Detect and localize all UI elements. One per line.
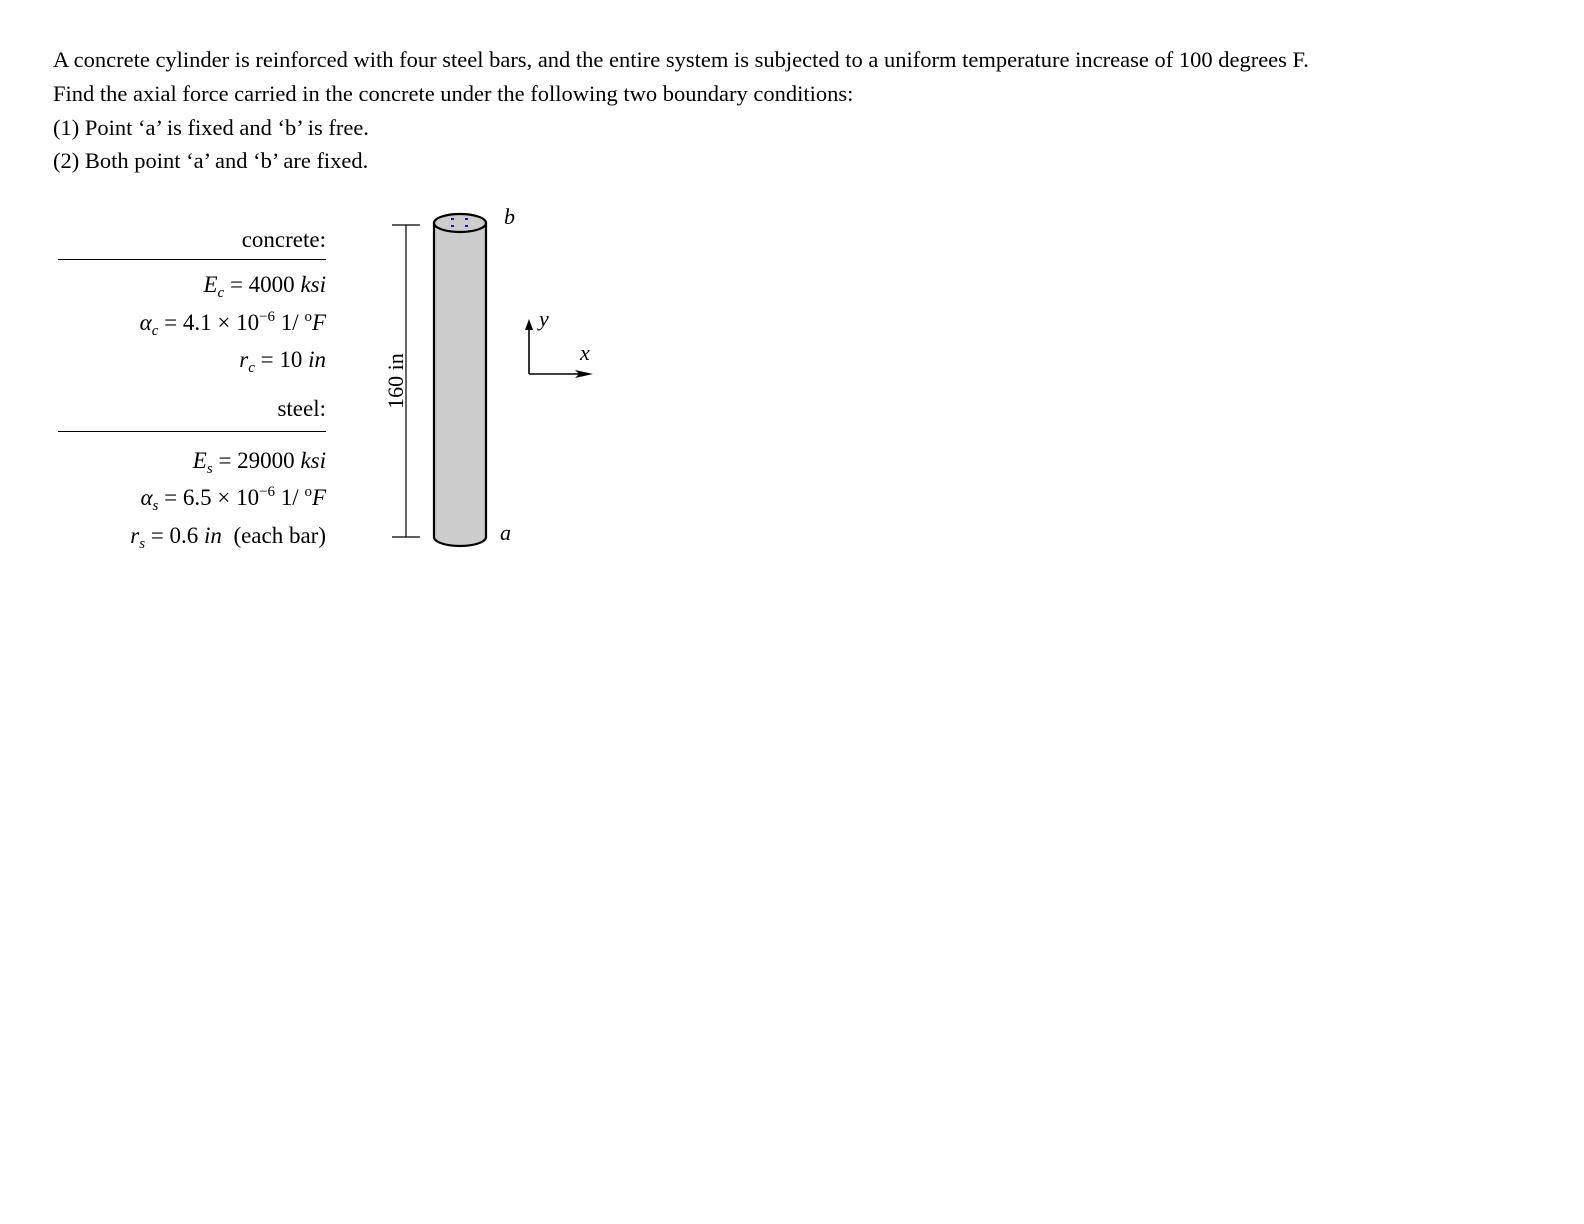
symbol: E xyxy=(192,448,207,473)
unit: F xyxy=(311,310,326,335)
value: = 4.1 × 10 xyxy=(158,310,260,335)
symbol: r xyxy=(239,347,249,372)
subscript: s xyxy=(139,536,146,552)
symbol: α xyxy=(139,310,152,335)
subscript: c xyxy=(151,323,159,339)
condition-1: (1) Point ‘a’ is fixed and ‘b’ is free. xyxy=(53,115,369,140)
steel-heading: steel: xyxy=(277,396,326,421)
unit: ksi xyxy=(300,448,326,473)
subscript: s xyxy=(152,498,159,514)
condition-2: (2) Both point ‘a’ and ‘b’ are fixed. xyxy=(53,148,369,173)
value: = 6.5 × 10 xyxy=(158,485,260,510)
concrete-heading: concrete: xyxy=(241,227,326,252)
point-b-label: b xyxy=(504,204,515,229)
y-arrow-icon xyxy=(525,319,533,330)
unit: ksi xyxy=(300,272,326,297)
length-label: 160 in xyxy=(382,353,408,409)
unit: F xyxy=(311,485,326,510)
subscript: c xyxy=(217,285,225,301)
note: (each bar) xyxy=(221,523,326,548)
exponent: −6 xyxy=(259,309,276,325)
degree: o xyxy=(304,484,312,500)
exponent: −6 xyxy=(259,484,276,500)
value: = 29000 xyxy=(212,448,301,473)
concrete-cylinder xyxy=(434,223,486,546)
y-axis-label: y xyxy=(539,306,549,331)
x-axis-label: x xyxy=(580,340,590,365)
subscript: s xyxy=(206,461,213,477)
problem-line-1: A concrete cylinder is reinforced with four steel bars, and the entire system is subjected to a uniform temperature increase of 100 degrees F. xyxy=(53,47,1309,72)
unit-prefix: 1/ xyxy=(275,310,305,335)
point-a-label: a xyxy=(500,520,511,545)
value: = 4000 xyxy=(224,272,301,297)
unit: in xyxy=(204,523,222,548)
value: = 0.6 xyxy=(145,523,205,548)
problem-line-2: Find the axial force carried in the concrete under the following two boundary conditions: xyxy=(53,81,854,106)
subscript: c xyxy=(248,360,255,376)
symbol: r xyxy=(130,523,140,548)
unit-prefix: 1/ xyxy=(275,485,305,510)
cylinder-top-face xyxy=(434,214,486,232)
unit: in xyxy=(308,347,326,372)
value: = 10 xyxy=(254,347,309,372)
coordinate-axes xyxy=(529,326,584,374)
symbol: α xyxy=(140,485,153,510)
symbol: E xyxy=(203,272,218,297)
degree: o xyxy=(304,309,312,325)
